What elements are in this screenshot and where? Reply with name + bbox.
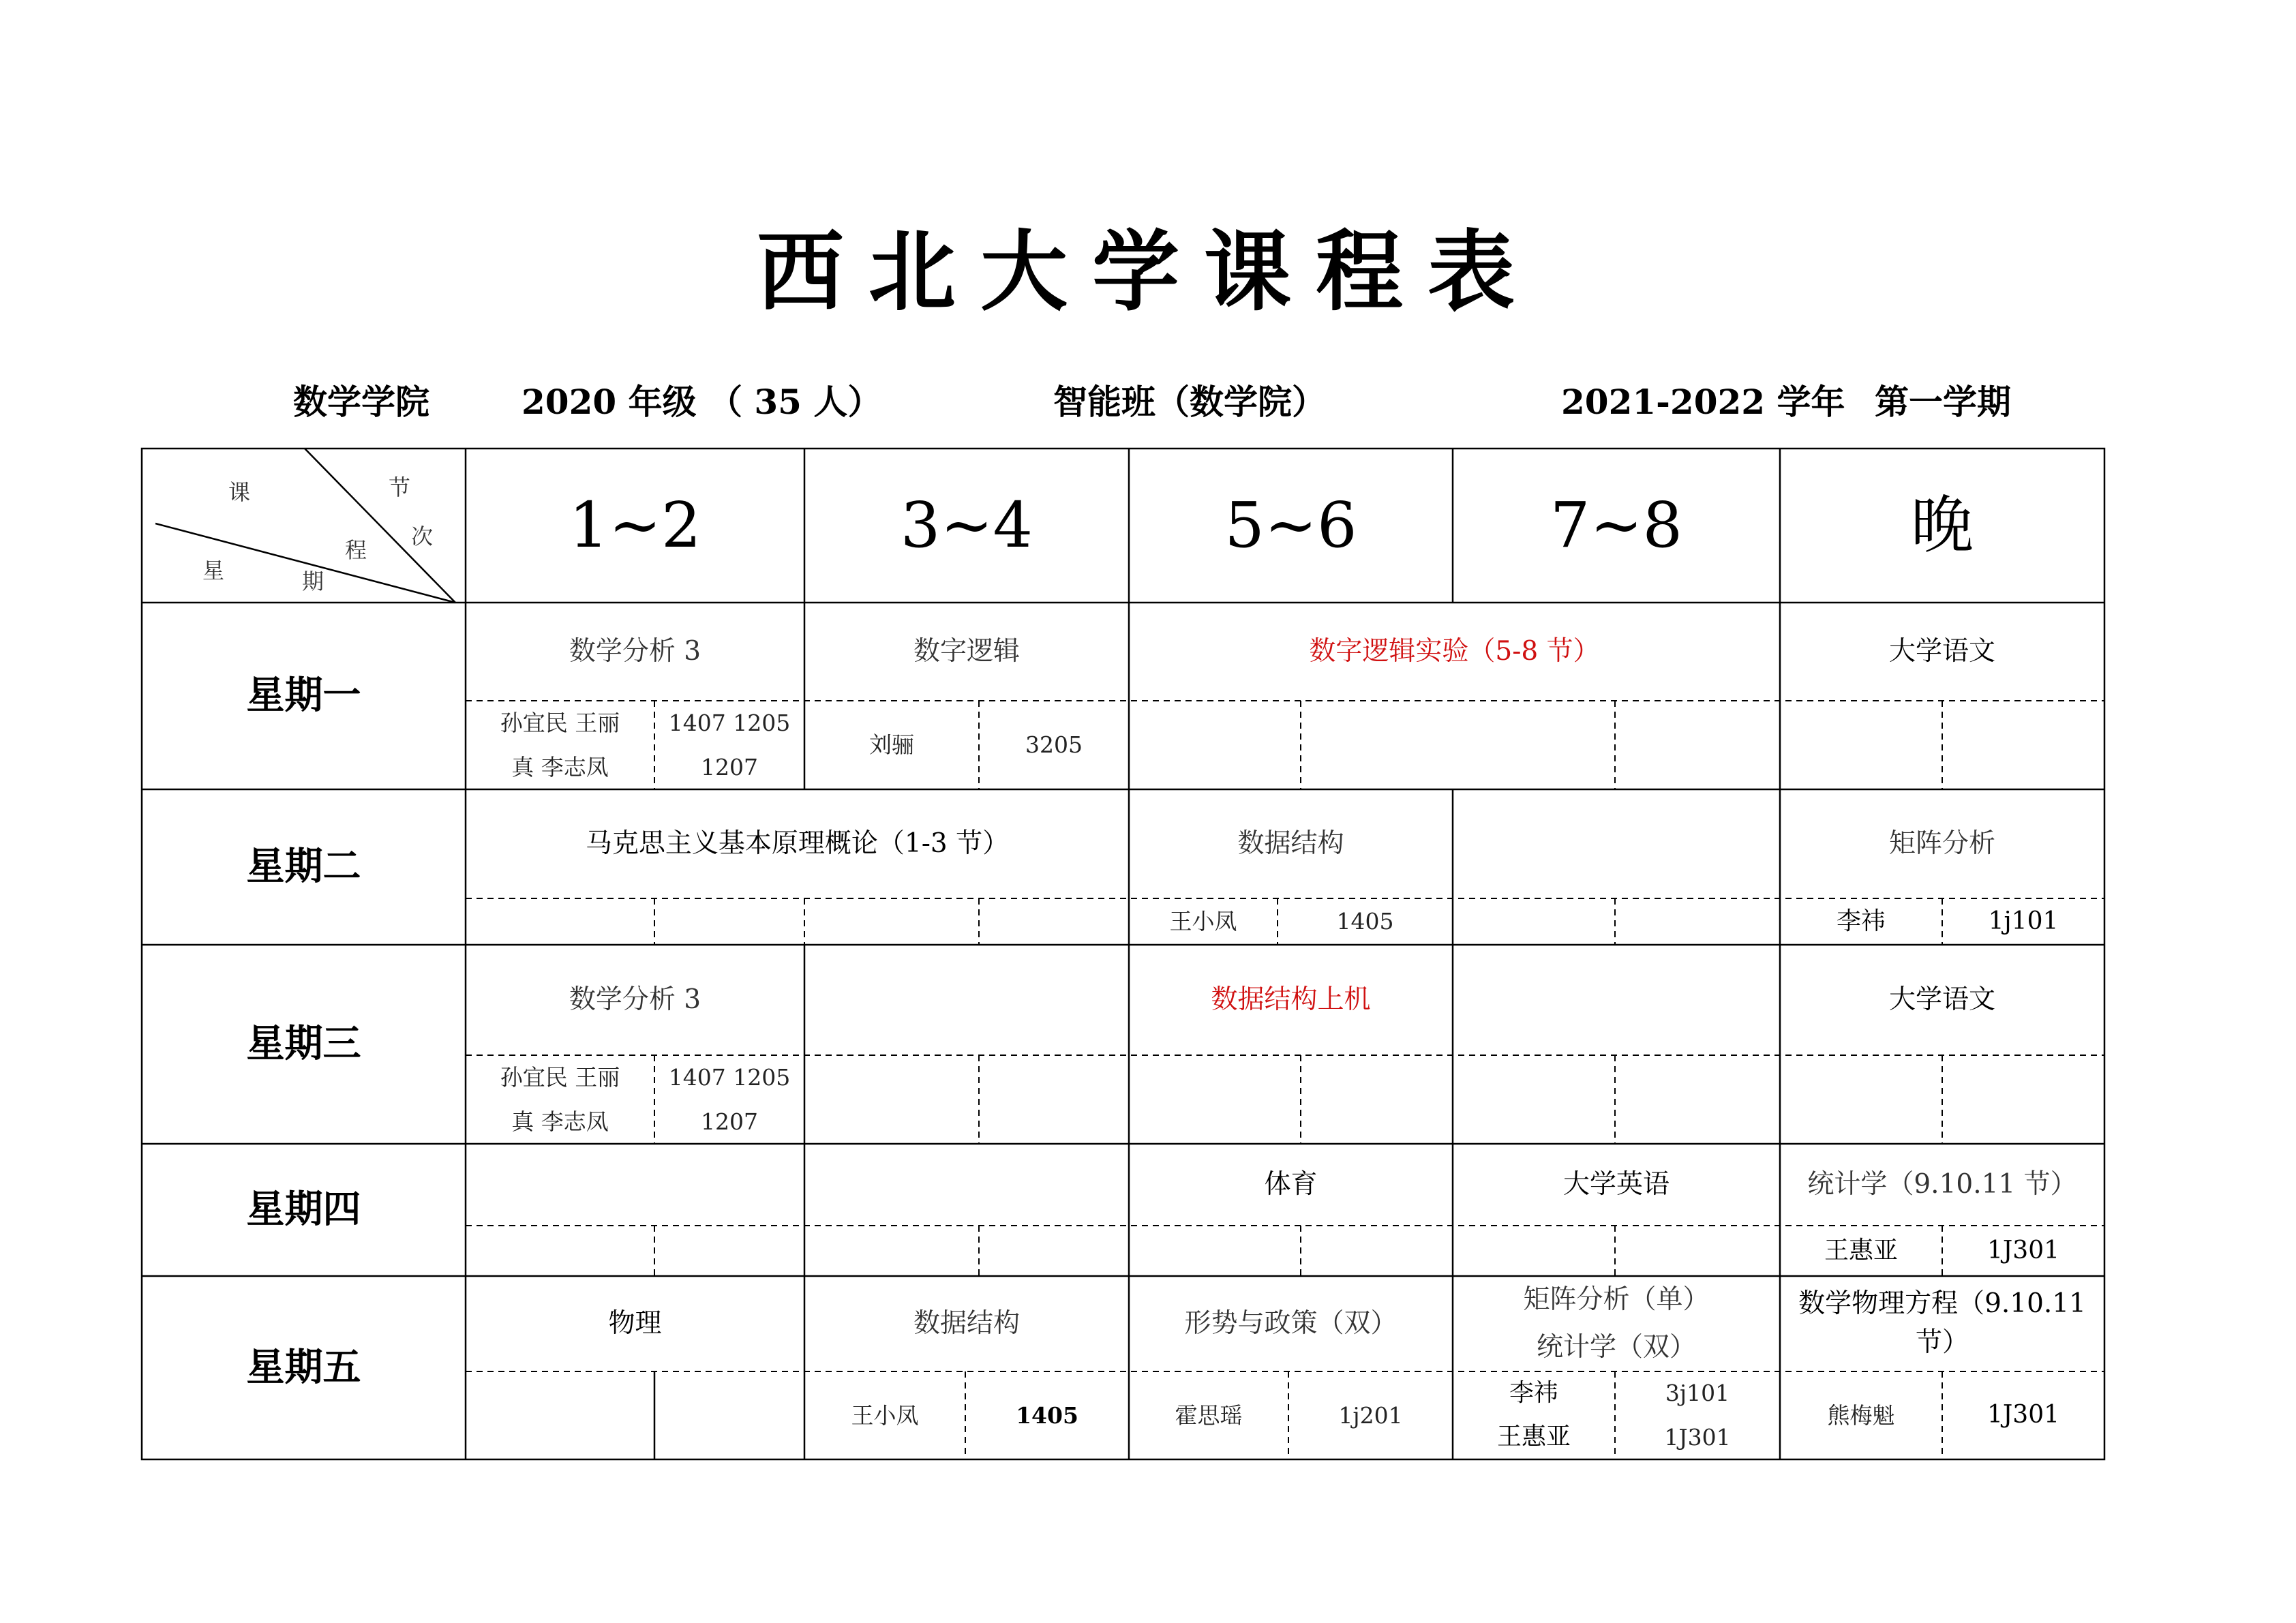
course-name: 数学分析 3 — [569, 635, 701, 667]
room-number: 1207 — [701, 1108, 758, 1135]
teacher-name: 孙宜民 王丽 — [500, 709, 620, 736]
course-name: 矩阵分析 — [1888, 828, 1995, 859]
corner-ci: 次 — [411, 524, 434, 549]
day-label: 星期五 — [246, 1345, 361, 1390]
room-number: 3205 — [1025, 731, 1083, 759]
teacher-name: 真 李志凤 — [511, 1108, 609, 1135]
period-header: 7~8 — [1550, 489, 1683, 562]
period-header: 3~4 — [900, 489, 1033, 562]
teacher-name: 李祎 — [1836, 907, 1886, 935]
course-name: 马克思主义基本原理概论（1-3 节） — [585, 828, 1010, 859]
teacher-name: 李祎 — [1509, 1378, 1558, 1407]
room-number: 3j101 — [1665, 1380, 1730, 1407]
course-name: 体育 — [1264, 1168, 1318, 1200]
period-header: 5~6 — [1224, 489, 1357, 562]
teacher-name: 王小凤 — [851, 1401, 919, 1429]
course-name: 统计学（双） — [1536, 1331, 1696, 1363]
corner-cheng: 程 — [345, 537, 367, 563]
course-name: 数学物理方程（9.10.11 节） — [1798, 1288, 2086, 1358]
course-name: 形势与政策（双） — [1184, 1307, 1398, 1339]
page-title: 西北大学课程表 — [756, 222, 1539, 323]
course-name: 矩阵分析（单） — [1523, 1284, 1710, 1315]
year-label: 2021-2022 学年 — [1561, 382, 1845, 422]
corner-xing: 星 — [202, 558, 225, 583]
corner-ke: 课 — [228, 479, 251, 505]
day-label: 星期一 — [246, 673, 361, 718]
grade-label: 2020 年级 （ 35 人） — [522, 382, 882, 422]
course-name: 数据结构 — [913, 1307, 1020, 1339]
teacher-name: 王惠亚 — [1496, 1423, 1571, 1451]
course-name: 大学英语 — [1562, 1168, 1670, 1200]
day-label: 星期三 — [246, 1022, 361, 1067]
course-name: 数学分析 3 — [569, 984, 701, 1015]
term-label: 第一学期 — [1875, 382, 2011, 422]
teacher-name: 刘骊 — [869, 731, 914, 759]
room-number: 1407 1205 — [668, 1063, 791, 1091]
period-header: 晚 — [1910, 489, 1974, 562]
course-name: 统计学（9.10.11 节） — [1807, 1168, 2077, 1200]
teacher-name: 熊梅魁 — [1827, 1401, 1895, 1429]
room-number: 1j101 — [1988, 907, 2059, 935]
room-number: 1J301 — [1664, 1423, 1731, 1451]
room-number: 1J301 — [1987, 1401, 2060, 1429]
teacher-name: 王惠亚 — [1824, 1236, 1898, 1264]
course-name: 数据结构上机 — [1211, 984, 1371, 1015]
course-name: 大学语文 — [1888, 635, 1995, 667]
day-label: 星期二 — [246, 845, 361, 890]
course-name: 数字逻辑 — [913, 635, 1020, 667]
corner-qi: 期 — [302, 568, 324, 594]
college-label: 数学学院 — [293, 382, 429, 422]
course-name: 物理 — [608, 1307, 662, 1339]
corner-jie: 节 — [389, 474, 411, 500]
room-number: 1405 — [1336, 908, 1394, 935]
room-number: 1407 1205 — [668, 709, 791, 736]
course-name: 数字逻辑实验（5-8 节） — [1309, 635, 1600, 667]
course-name: 大学语文 — [1888, 984, 1995, 1015]
period-header: 1~2 — [569, 489, 701, 562]
room-number: 1405 — [1016, 1401, 1078, 1429]
room-number: 1J301 — [1987, 1236, 2060, 1264]
teacher-name: 霍思瑶 — [1175, 1401, 1243, 1429]
teacher-name: 王小凤 — [1169, 908, 1237, 935]
class-label: 智能班（数学院） — [1053, 382, 1326, 422]
day-label: 星期四 — [246, 1187, 361, 1232]
room-number: 1j201 — [1338, 1401, 1403, 1429]
teacher-name: 孙宜民 王丽 — [500, 1063, 620, 1091]
room-number: 1207 — [701, 753, 758, 780]
teacher-name: 真 李志凤 — [511, 753, 609, 780]
course-name: 数据结构 — [1237, 828, 1344, 859]
